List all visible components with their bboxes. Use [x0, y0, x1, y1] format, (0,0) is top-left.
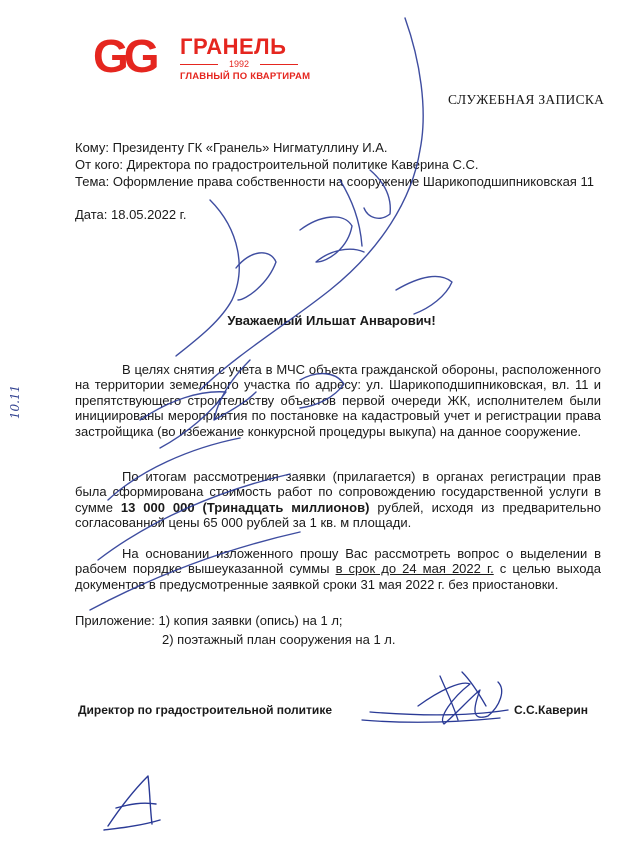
recipient-line: Кому: Президенту ГК «Гранель» Нигматуллину И.А. — [75, 140, 388, 155]
body-paragraph-3-text-a: На основании изложенного прошу Вас рассмотреть вопрос о выделении в рабочем порядке вышеуказанной суммы — [75, 546, 601, 577]
attachment-item-2: 2) поэтажный план сооружения на 1 л. — [162, 632, 396, 647]
requested-amount: 13 000 000 (Тринадцать миллионов) — [120, 499, 370, 515]
body-paragraph-2 — [75, 469, 601, 531]
date-line: Дата: 18.05.2022 г. — [75, 207, 187, 222]
signatory-name: С.С.Каверин — [514, 703, 588, 717]
sender-line: От кого: Директора по градостроительной политике Каверина С.С. — [75, 157, 479, 172]
signatory-title: Директор по градостроительной политике — [78, 703, 332, 717]
body-paragraph-3 — [75, 546, 601, 592]
body-paragraph-1 — [75, 362, 601, 439]
body-paragraph-3-text-b: с целью выхода документов в предусмотренные заявкой сроки 31 мая 2022 г. без приостановки. — [75, 561, 602, 592]
attachments-label: Приложение: — [75, 613, 155, 628]
payment-deadline: в срок до 24 мая 2022 г. — [335, 561, 494, 577]
body-paragraph-1-text: В целях снятия с учета в МЧС объекта гражданской обороны, расположенного на территории земельного участка по адресу: ул. Шарикоподшипниковская, вл. 11 и препятствующего строительству объектов первой очереди ЖК, исполнителем были инициированы мероприятия по постановке на кадастровый учет и регистрации права застройщика (во избежание конкурсной процедуры выкупа) на данное сооружение. — [75, 362, 601, 439]
attachments-first-line — [75, 613, 343, 628]
subject-line: Тема: Оформление права собственности на сооружение Шарикоподшипниковская 11 — [75, 174, 594, 189]
logo-slogan: ГЛАВНЫЙ ПО КВАРТИРАМ — [180, 71, 311, 82]
logo-mark-icon: GG — [93, 30, 155, 82]
logo-divider-right — [260, 64, 298, 65]
logo-year: 1992 — [228, 59, 250, 69]
attachment-item-1: 1) копия заявки (опись) на 1 л; — [158, 613, 343, 628]
logo-name: ГРАНЕЛЬ — [180, 34, 287, 59]
body-paragraph-2-text-b: рублей, исходя из предварительно согласованной цены 65 000 рублей за 1 кв. м площади. — [75, 499, 601, 531]
document-type: СЛУЖЕБНАЯ ЗАПИСКА — [448, 92, 605, 107]
body-paragraph-2-text-a: По итогам рассмотрения заявки (прилагается) в органах регистрации прав была сформирована стоимость работ по сопровождению государственной услуги в сумме — [75, 469, 601, 515]
greeting: Уважаемый Ильшат Анварович! — [227, 313, 436, 328]
margin-note: 10.11 — [8, 384, 23, 420]
